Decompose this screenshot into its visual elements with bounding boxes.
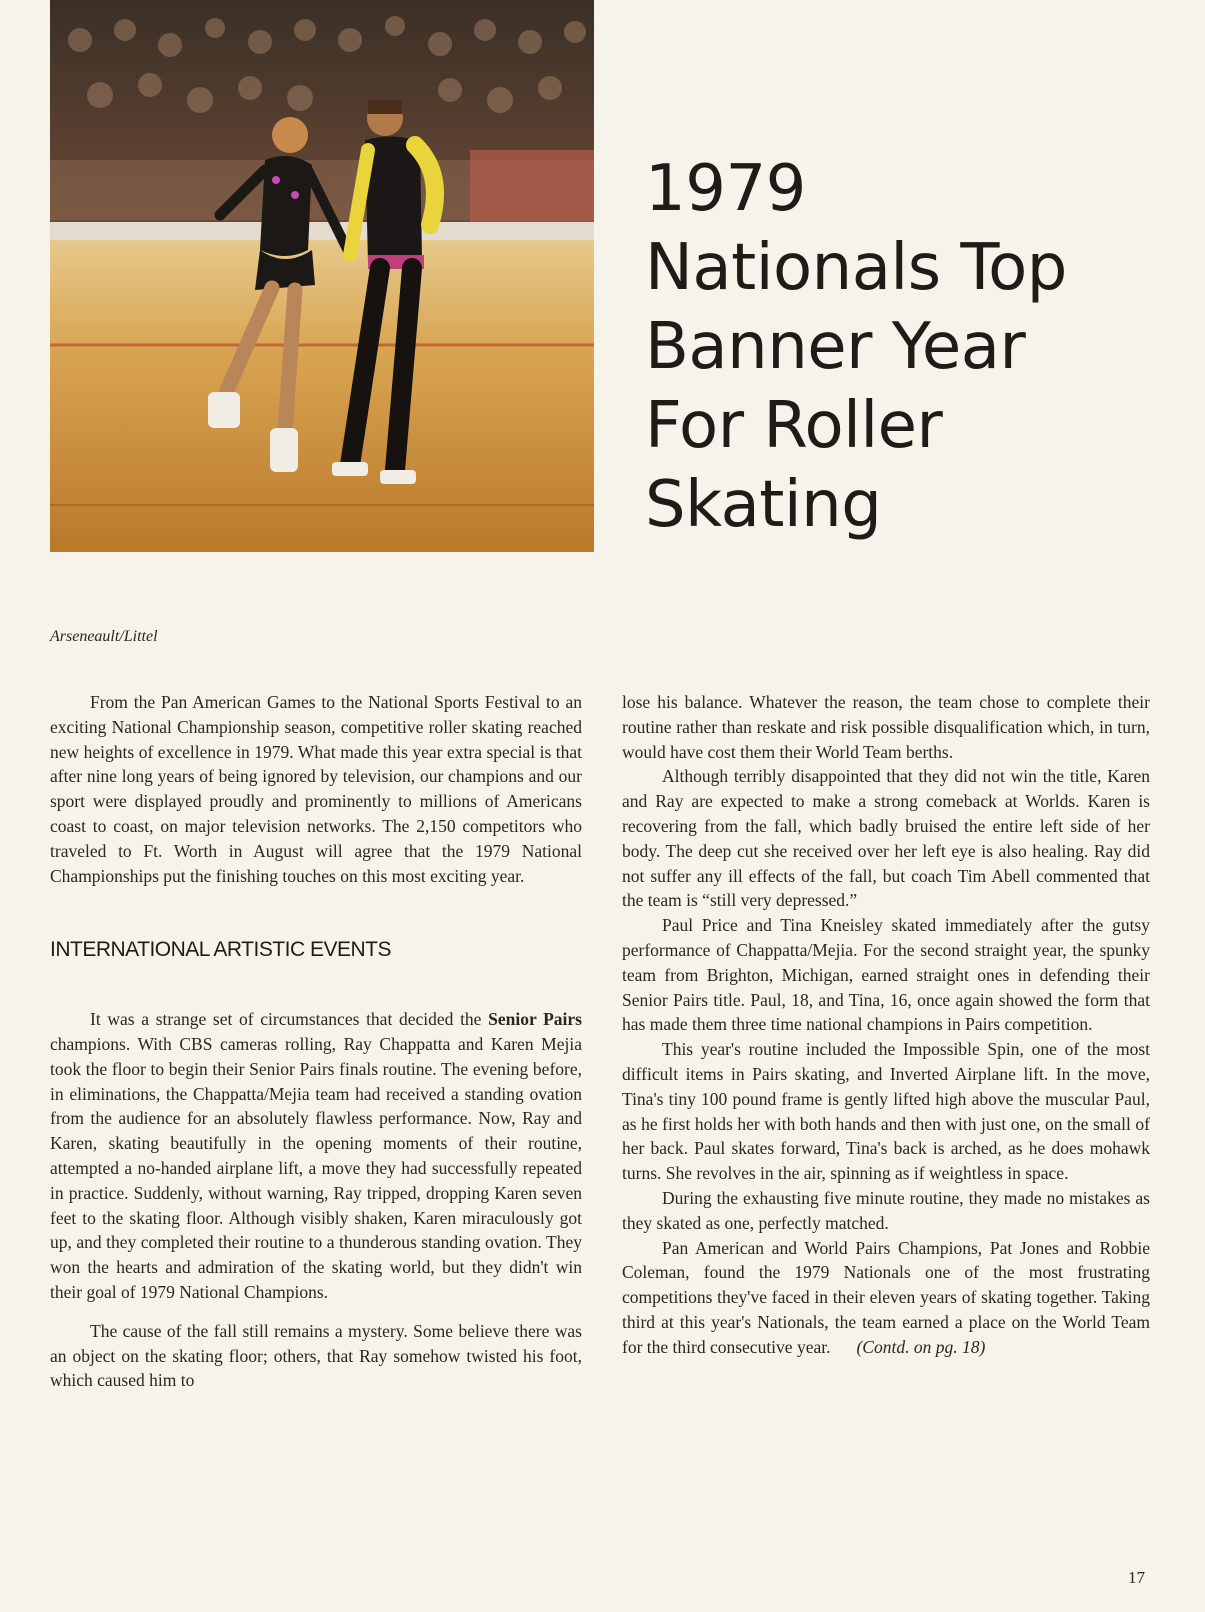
senior-pairs-bold: Senior Pairs	[488, 1009, 582, 1030]
routine-paragraph: This year's routine included the Impossible Spin, one of the most difficult items in Pairs skating, and Inverted Airplane lift. In the move, Tina's tiny 100 pound frame is gently lifted high above the muscular Paul, as he first holds her with both hands and then with just one, on the small of her back. Paul skates forward, Tina's back is arched, as he does mohawk turns. She revolves in the air, spinning as if weightless in space.	[622, 1039, 1150, 1184]
skaters-photo-illustration	[50, 0, 594, 552]
jones-coleman-paragraph	[622, 1236, 1150, 1360]
senior-pairs-paragraph	[50, 1007, 582, 1305]
photo-credit: Arseneault/Littel	[50, 628, 158, 645]
article-column-left	[50, 690, 582, 1393]
fall-paragraph-end: lose his balance. Whatever the reason, the team chose to complete their routine rather than reskate and risk possible disqualification which, in turn, would have cost them their World Team berths.	[622, 692, 1150, 762]
senior-pairs-lead: It was a strange set of circumstances that decided the	[90, 1009, 489, 1030]
price-kneisley-paragraph: Paul Price and Tina Kneisley skated immediately after the gutsy performance of Chappatta/Mejia. For the second straight year, the spunky team from Brighton, Michigan, earned straight ones in defending their Senior Pairs title. Paul, 18, and Tina, 16, once again showed the form that has made them three time national champions in Pairs competition.	[622, 915, 1150, 1035]
intro-paragraph: From the Pan American Games to the National Sports Festival to an exciting National Championship season, competitive roller skating reached new heights of excellence in 1979. What made this year extra special is that after nine long years of being ignored by television, our champions and our sport were displayed proudly and prominently to millions of Americans coast to coast, on major television networks. The 2,150 competitors who traveled to Ft. Worth in August will agree that the 1979 National Championships put the finishing touches on this most exciting year.	[50, 692, 582, 886]
article-column-right	[622, 690, 1150, 1360]
comeback-paragraph: Although terribly disappointed that they did not win the title, Karen and Ray are expected to make a strong comeback at Worlds. Karen is recovering from the fall, which badly bruised the entire left side of her body. The deep cut she received over her left eye is also healing. Ray did not suffer any ill effects of the fall, but coach Tim Abell commented that the team is “still very depressed.”	[622, 766, 1150, 911]
page-number: 17	[1128, 1568, 1145, 1587]
jones-coleman-text: Pan American and World Pairs Champions, Pat Jones and Robbie Coleman, found the 1979 Nationals one of the most frustrating competitions they've faced in their eleven years of skating together. Taking third at this year's Nationals, the team earned a place on the World Team for the third consecutive year.	[622, 1237, 1150, 1357]
article-title: 1979 Nationals Top Banner Year For Roller Skating	[645, 152, 1067, 542]
fall-paragraph-start: The cause of the fall still remains a mystery. Some believe there was an object on the skating floor; others, that Ray somehow twisted his foot, which caused him to	[50, 1320, 582, 1391]
section-heading: INTERNATIONAL ARTISTIC EVENTS	[50, 938, 392, 962]
senior-pairs-rest: champions. With CBS cameras rolling, Ray Chappatta and Karen Mejia took the floor to begin their Senior Pairs finals routine. The evening before, in eliminations, the Chappatta/Mejia team had received a standing ovation from the audience for an absolutely flawless performance. Now, Ray and Karen, skating beautifully in the opening moments of their routine, attempted a no-handed airplane lift, a move they had successfully repeated in practice. Suddenly, without warning, Ray tripped, dropping Karen seven feet to the skating floor. Although visibly shaken, Karen miraculously got up, and they completed their routine to a thunderous standing ovation. They won the hearts and admiration of the skating world, but they didn't win their goal of 1979 National Champions.	[50, 1033, 582, 1302]
article-photo	[50, 0, 594, 552]
exhausting-routine-paragraph: During the exhausting five minute routine, they made no mistakes as they skated as one, perfectly matched.	[622, 1187, 1150, 1233]
continued-link[interactable]: (Contd. on pg. 18)	[856, 1336, 986, 1357]
